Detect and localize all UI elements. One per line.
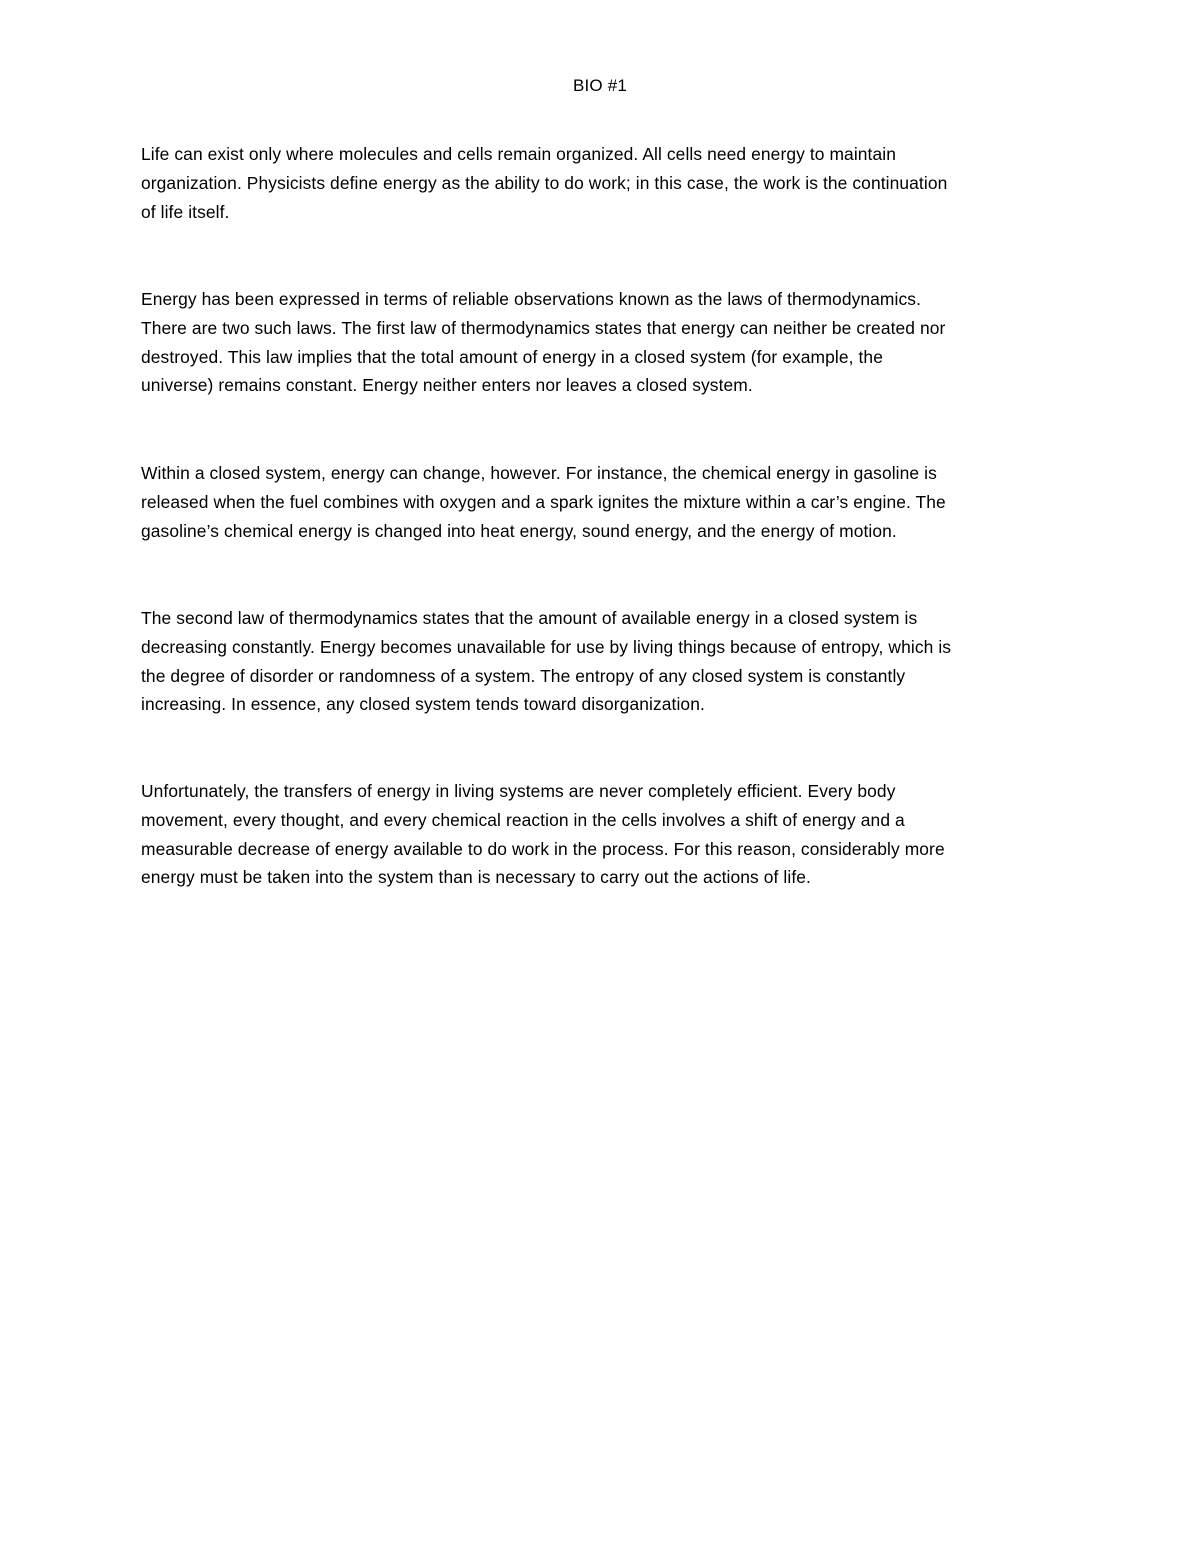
paragraph-line: Unfortunately, the transfers of energy in living systems are never completely efficient. Every body	[141, 781, 896, 801]
paragraph-energy-transfer	[141, 777, 1061, 892]
paragraph-first-law	[141, 285, 1061, 400]
paragraph-life-organization	[141, 140, 1061, 226]
paragraph-line: Life can exist only where molecules and cells remain organized. All cells need energy to maintain	[141, 144, 896, 164]
paragraph-line: gasoline’s chemical energy is changed into heat energy, sound energy, and the energy of motion.	[141, 520, 897, 541]
paragraph-energy-change	[141, 459, 1061, 545]
paragraph-line: Within a closed system, energy can change, however. For instance, the chemical energy in gasoline is	[141, 463, 937, 483]
paragraph-line: organization. Physicists define energy as the ability to do work; in this case, the work is the continuation	[141, 172, 948, 193]
paragraph-line: decreasing constantly. Energy becomes unavailable for use by living things because of entropy, which is	[141, 636, 952, 657]
paragraph-second-law	[141, 604, 1061, 719]
paragraph-line: There are two such laws. The first law of thermodynamics states that energy can neither be created nor	[141, 317, 946, 338]
paragraph-line: increasing. In essence, any closed system tends toward disorganization.	[141, 694, 705, 715]
paragraph-line: destroyed. This law implies that the total amount of energy in a closed system (for example, the	[141, 346, 883, 367]
paragraph-line: movement, every thought, and every chemical reaction in the cells involves a shift of energy and a	[141, 809, 905, 830]
paragraph-line: the degree of disorder or randomness of a system. The entropy of any closed system is constantly	[141, 665, 906, 686]
paragraph-line: energy must be taken into the system than is necessary to carry out the actions of life.	[141, 867, 811, 888]
paragraph-line: released when the fuel combines with oxygen and a spark ignites the mixture within a car’s engine. The	[141, 491, 946, 512]
paragraph-line: Energy has been expressed in terms of reliable observations known as the laws of thermodynamics.	[141, 289, 922, 309]
paragraph-line: of life itself.	[141, 201, 230, 222]
paragraph-line: The second law of thermodynamics states that the amount of available energy in a closed system is	[141, 608, 918, 628]
document-title: BIO #1	[572, 76, 628, 95]
paragraph-line: universe) remains constant. Energy neither enters nor leaves a closed system.	[141, 375, 753, 396]
paragraph-line: measurable decrease of energy available to do work in the process. For this reason, considerably more	[141, 838, 945, 859]
